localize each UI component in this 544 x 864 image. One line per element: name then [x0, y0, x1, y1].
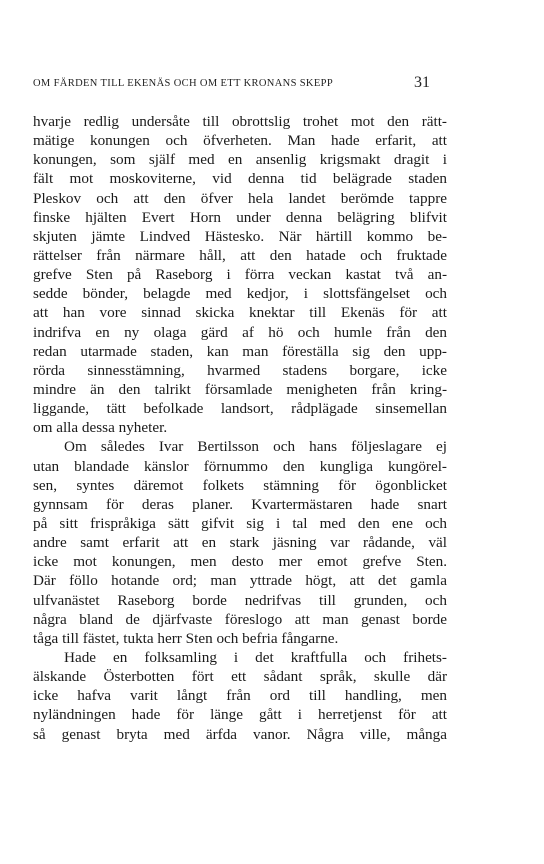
text-line: ulfvanästet Raseborg borde nedrifvas till grunden, och — [33, 591, 447, 609]
body-text — [33, 112, 447, 744]
text-line: Där föllo hotande ord; man yttrade högt, att det gamla — [33, 572, 447, 590]
text-line: icke hafva varit långt från ord till handling, men — [33, 687, 447, 705]
text-line: några bland de djärfvaste föreslogo att man genast borde — [33, 610, 447, 628]
text-line: på sitt frispråkiga sätt gifvit sig i tal med den ene och — [33, 514, 447, 532]
text-line: grefve Sten på Raseborg i förra veckan kastat två an- — [33, 266, 447, 284]
text-line: icke mot konungen, men desto mer emot grefve Sten. — [33, 553, 447, 571]
page-number: 31 — [414, 74, 430, 91]
text-line: att han vore sinnad skicka knektar till Ekenäs för att — [33, 304, 447, 322]
text-line: konungen, som själf med en ansenlig krigsmakt dragit i — [33, 151, 447, 169]
text-line: redan utarmade staden, kan man föreställa sig den upp- — [33, 342, 447, 360]
text-line: skjuten jämte Lindved Hästesko. När härtill kommo be- — [33, 227, 447, 245]
text-line: så genast bryta med ärfda vanor. Några ville, många — [33, 725, 447, 743]
text-line: indrifva en ny olaga gärd af hö och humle från den — [33, 323, 447, 341]
text-line: sedde bönder, belagde med kedjor, i slottsfängelset och — [33, 285, 447, 303]
text-line: liggande, tätt befolkade landsort, rådplägade sinsemellan — [33, 400, 447, 418]
paragraph-start-line: Hade en folksamling i det kraftfulla och frihets- — [64, 648, 447, 666]
text-line: mindre än den talrikt församlade menigheten från kring- — [33, 380, 447, 398]
text-line: hvarje redlig undersåte till obrottslig trohet mot den rätt- — [33, 113, 447, 130]
text-line: rörda sinnesstämning, hvarmed stadens borgare, icke — [33, 361, 447, 379]
text-line: gynnsam för deras planer. Kvartermästaren hade snart — [33, 495, 447, 513]
text-line: utan blandade känslor förnummo den kungliga kungörel- — [33, 457, 447, 475]
text-line: Pleskov och att den öfver hela landet berömde tappre — [33, 189, 447, 207]
text-line: rättelser från närmare håll, att den hatade och fruktade — [33, 246, 447, 264]
text-line: nyländningen hade för länge gått i herretjenst för att — [33, 706, 447, 724]
text-line: andre samt erfarit att en stark jäsning var rådande, väl — [33, 534, 447, 552]
paragraph-end-line: om alla dessa nyheter. — [33, 419, 168, 437]
text-line: älskande Österbotten fört ett sådant språk, skulle där — [33, 668, 447, 686]
text-line: finske hjälten Evert Horn under denna belägring blifvit — [33, 208, 447, 226]
text-line: sen, syntes däremot folkets stämning för ögonblicket — [33, 476, 447, 494]
text-line: fält mot moskoviterne, vid denna tid belägrade staden — [33, 170, 447, 188]
paragraph-start-line: Om således Ivar Bertilsson och hans följeslagare ej — [64, 438, 447, 456]
paragraph-end-line: tåga till fästet, tukta herr Sten och befria fångarne. — [33, 629, 339, 647]
text-line: mätige konungen och öfverheten. Man hade erfarit, att — [33, 132, 447, 150]
running-head: OM FÄRDEN TILL EKENÄS OCH OM ETT KRONANS SKEPP — [33, 78, 334, 89]
